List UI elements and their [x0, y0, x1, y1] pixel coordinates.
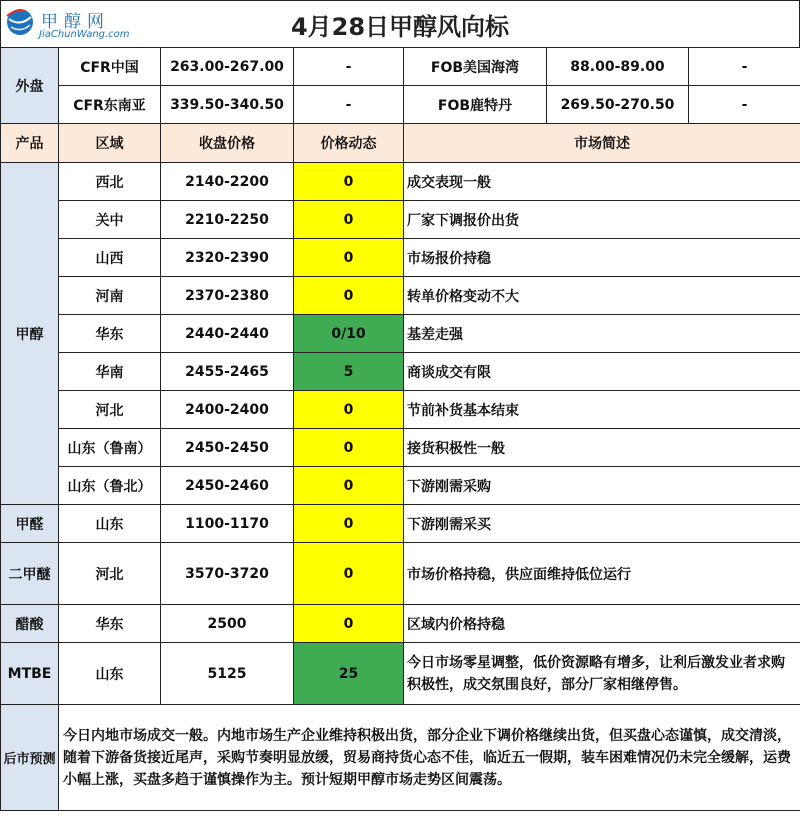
- desc-cell: 接货积极性一般: [404, 429, 800, 467]
- price-cell: 2440-2440: [161, 315, 294, 353]
- desc-cell: 转单价格变动不大: [404, 277, 800, 315]
- table-row: [1, 163, 800, 201]
- price-cell: 2370-2380: [161, 277, 294, 315]
- desc-cell: 基差走强: [404, 315, 800, 353]
- desc-cell: 节前补货基本结束: [404, 391, 800, 429]
- product-cell: 二甲醚: [1, 543, 59, 605]
- outer-market-change: -: [294, 86, 404, 124]
- change-cell: 0: [294, 543, 404, 605]
- region-cell: 华东: [59, 315, 161, 353]
- desc-cell: 市场价格持稳，供应面维持低位运行: [404, 543, 800, 605]
- outer-market-name: FOB鹿特丹: [404, 86, 547, 124]
- change-cell: 0: [294, 605, 404, 643]
- brand-name: 甲醇网: [41, 12, 110, 32]
- region-cell: 河北: [59, 543, 161, 605]
- product-cell: 醋酸: [1, 605, 59, 643]
- outer-market-name: CFR中国: [59, 48, 161, 86]
- product-cell: 甲醇: [1, 163, 59, 505]
- brand-url: JiaChunWang.com: [39, 29, 130, 40]
- change-cell: 25: [294, 643, 404, 705]
- outer-market-change: -: [689, 48, 800, 86]
- table-row: [1, 467, 800, 505]
- region-cell: 山东（鲁北）: [59, 467, 161, 505]
- price-table: [0, 47, 800, 811]
- table-row: [1, 429, 800, 467]
- region-cell: 华南: [59, 353, 161, 391]
- table-row: [1, 505, 800, 543]
- change-cell: 0: [294, 277, 404, 315]
- table-row: [1, 353, 800, 391]
- price-cell: 2140-2200: [161, 163, 294, 201]
- table-row: [1, 277, 800, 315]
- price-cell: 2455-2465: [161, 353, 294, 391]
- desc-cell: 市场报价持稳: [404, 239, 800, 277]
- outer-market-price: 88.00-89.00: [547, 48, 689, 86]
- header-price: 收盘价格: [161, 124, 294, 163]
- page-title: 4月28日甲醇风向标: [290, 13, 510, 41]
- outer-market-price: 339.50-340.50: [161, 86, 294, 124]
- region-cell: 关中: [59, 201, 161, 239]
- header-product: 产品: [1, 124, 59, 163]
- region-cell: 华东: [59, 605, 161, 643]
- price-cell: 1100-1170: [161, 505, 294, 543]
- change-cell: 0: [294, 163, 404, 201]
- desc-cell: 厂家下调报价出货: [404, 201, 800, 239]
- forecast-label: 后市预测: [1, 705, 59, 811]
- outer-row: [1, 48, 800, 86]
- region-cell: 山东（鲁南）: [59, 429, 161, 467]
- price-cell: 2450-2450: [161, 429, 294, 467]
- price-cell: 3570-3720: [161, 543, 294, 605]
- region-cell: 山东: [59, 643, 161, 705]
- desc-cell: 今日市场零星调整，低价资源略有增多，让利后激发业者求购积极性，成交氛围良好，部分厂家相继停售。: [404, 643, 800, 705]
- region-cell: 河北: [59, 391, 161, 429]
- change-cell: 0: [294, 429, 404, 467]
- outer-market-change: -: [294, 48, 404, 86]
- outer-market-price: 263.00-267.00: [161, 48, 294, 86]
- desc-cell: 下游刚需采买: [404, 505, 800, 543]
- change-cell: 0: [294, 201, 404, 239]
- outer-row: [1, 86, 800, 124]
- price-table-body: [1, 48, 800, 811]
- outer-market-price: 269.50-270.50: [547, 86, 689, 124]
- region-cell: 西北: [59, 163, 161, 201]
- price-cell: 5125: [161, 643, 294, 705]
- price-cell: 2450-2460: [161, 467, 294, 505]
- region-cell: 河南: [59, 277, 161, 315]
- change-cell: 0: [294, 391, 404, 429]
- change-cell: 0: [294, 505, 404, 543]
- change-cell: 5: [294, 353, 404, 391]
- outer-market-change: -: [689, 86, 800, 124]
- price-cell: 2500: [161, 605, 294, 643]
- table-row: [1, 543, 800, 605]
- region-cell: 山东: [59, 505, 161, 543]
- change-cell: 0: [294, 467, 404, 505]
- price-cell: 2400-2400: [161, 391, 294, 429]
- header-desc: 市场简述: [404, 124, 800, 163]
- change-cell: 0: [294, 239, 404, 277]
- outer-market-name: CFR东南亚: [59, 86, 161, 124]
- table-row: [1, 315, 800, 353]
- desc-cell: 区域内价格持稳: [404, 605, 800, 643]
- forecast-text: 今日内地市场成交一般。内地市场生产企业维持积极出货，部分企业下调价格继续出货，但买盘心态谨慎，成交清淡，随着下游备货接近尾声，采购节奏明显放缓，贸易商持货心态不佳，临近五一假期，装车困难情况仍未完全缓解，运费小幅上涨，买盘多趋于谨慎操作为主。预计短期甲醇市场走势区间震荡。: [59, 705, 800, 811]
- desc-cell: 商谈成交有限: [404, 353, 800, 391]
- product-cell: 甲醛: [1, 505, 59, 543]
- price-cell: 2210-2250: [161, 201, 294, 239]
- table-row: [1, 643, 800, 705]
- outer-label: 外盘: [1, 48, 59, 124]
- header-region: 区域: [59, 124, 161, 163]
- forecast-row: [1, 705, 800, 811]
- header-row: [1, 124, 800, 163]
- table-row: [1, 239, 800, 277]
- header-change: 价格动态: [294, 124, 404, 163]
- change-cell: 0/10: [294, 315, 404, 353]
- title-bar: [0, 0, 800, 48]
- desc-cell: 下游刚需采购: [404, 467, 800, 505]
- region-cell: 山西: [59, 239, 161, 277]
- price-cell: 2320-2390: [161, 239, 294, 277]
- product-cell: MTBE: [1, 643, 59, 705]
- table-row: [1, 201, 800, 239]
- table-row: [1, 605, 800, 643]
- outer-market-name: FOB美国海湾: [404, 48, 547, 86]
- desc-cell: 成交表现一般: [404, 163, 800, 201]
- table-row: [1, 391, 800, 429]
